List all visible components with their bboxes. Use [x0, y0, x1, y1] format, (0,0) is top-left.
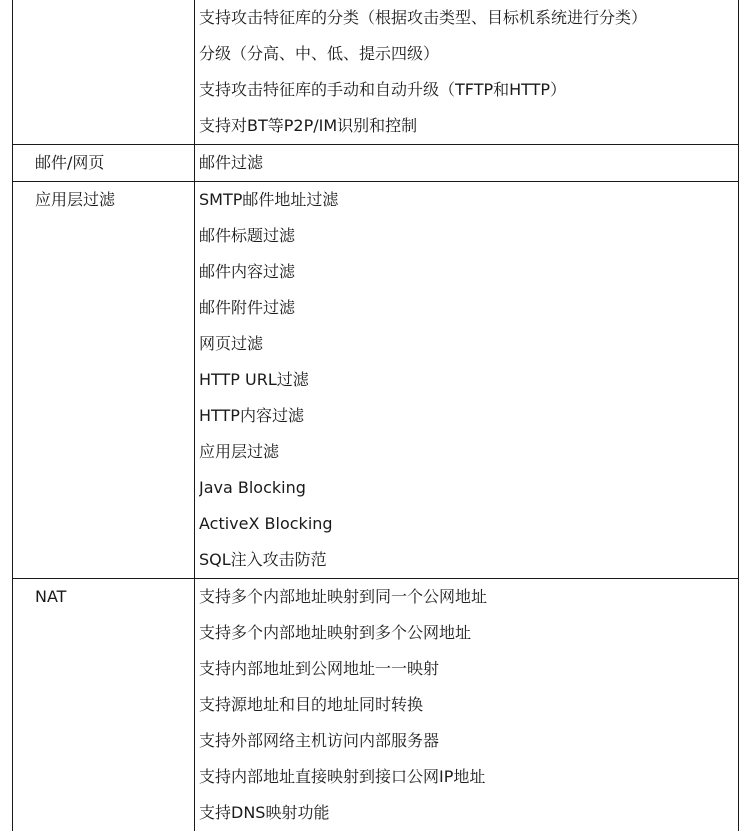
category-label: 邮件/网页	[35, 145, 194, 181]
feature-item: 支持攻击特征库的手动和自动升级（TFTP和HTTP）	[199, 72, 738, 108]
category-cell	[13, 145, 195, 182]
category-cell	[13, 579, 195, 831]
table-row	[13, 579, 739, 831]
feature-item: HTTP内容过滤	[199, 398, 738, 434]
category-label: 应用层过滤	[35, 182, 194, 218]
category-cell	[13, 182, 195, 579]
table-row	[13, 145, 739, 182]
feature-item: 邮件过滤	[199, 145, 738, 181]
feature-item: 支持外部网络主机访问内部服务器	[199, 723, 738, 759]
feature-item: 邮件内容过滤	[199, 254, 738, 290]
feature-item: 邮件标题过滤	[199, 218, 738, 254]
feature-item: SQL注入攻击防范	[199, 542, 738, 578]
feature-item: 邮件附件过滤	[199, 290, 738, 326]
feature-item: 支持源地址和目的地址同时转换	[199, 687, 738, 723]
category-label: NAT	[35, 579, 194, 615]
feature-item: HTTP URL过滤	[199, 362, 738, 398]
features-cell	[195, 145, 739, 182]
feature-item: 支持对BT等P2P/IM识别和控制	[199, 108, 738, 144]
category-cell	[13, 0, 195, 145]
features-cell	[195, 0, 739, 145]
table-row	[13, 182, 739, 579]
feature-item: 网页过滤	[199, 326, 738, 362]
features-cell	[195, 579, 739, 831]
feature-spec-table	[12, 0, 739, 831]
feature-item: ActiveX Blocking	[199, 506, 738, 542]
feature-item: 支持攻击特征库的分类（根据攻击类型、目标机系统进行分类）	[199, 0, 738, 36]
feature-item: 支持多个内部地址映射到同一个公网地址	[199, 579, 738, 615]
table-row	[13, 0, 739, 145]
feature-item: 支持内部地址直接映射到接口公网IP地址	[199, 759, 738, 795]
feature-item: Java Blocking	[199, 470, 738, 506]
feature-item: 支持DNS映射功能	[199, 795, 738, 831]
feature-item: 应用层过滤	[199, 434, 738, 470]
feature-item: 分级（分高、中、低、提示四级）	[199, 36, 738, 72]
feature-item: 支持多个内部地址映射到多个公网地址	[199, 615, 738, 651]
feature-item: 支持内部地址到公网地址一一映射	[199, 651, 738, 687]
features-cell	[195, 182, 739, 579]
feature-item: SMTP邮件地址过滤	[199, 182, 738, 218]
